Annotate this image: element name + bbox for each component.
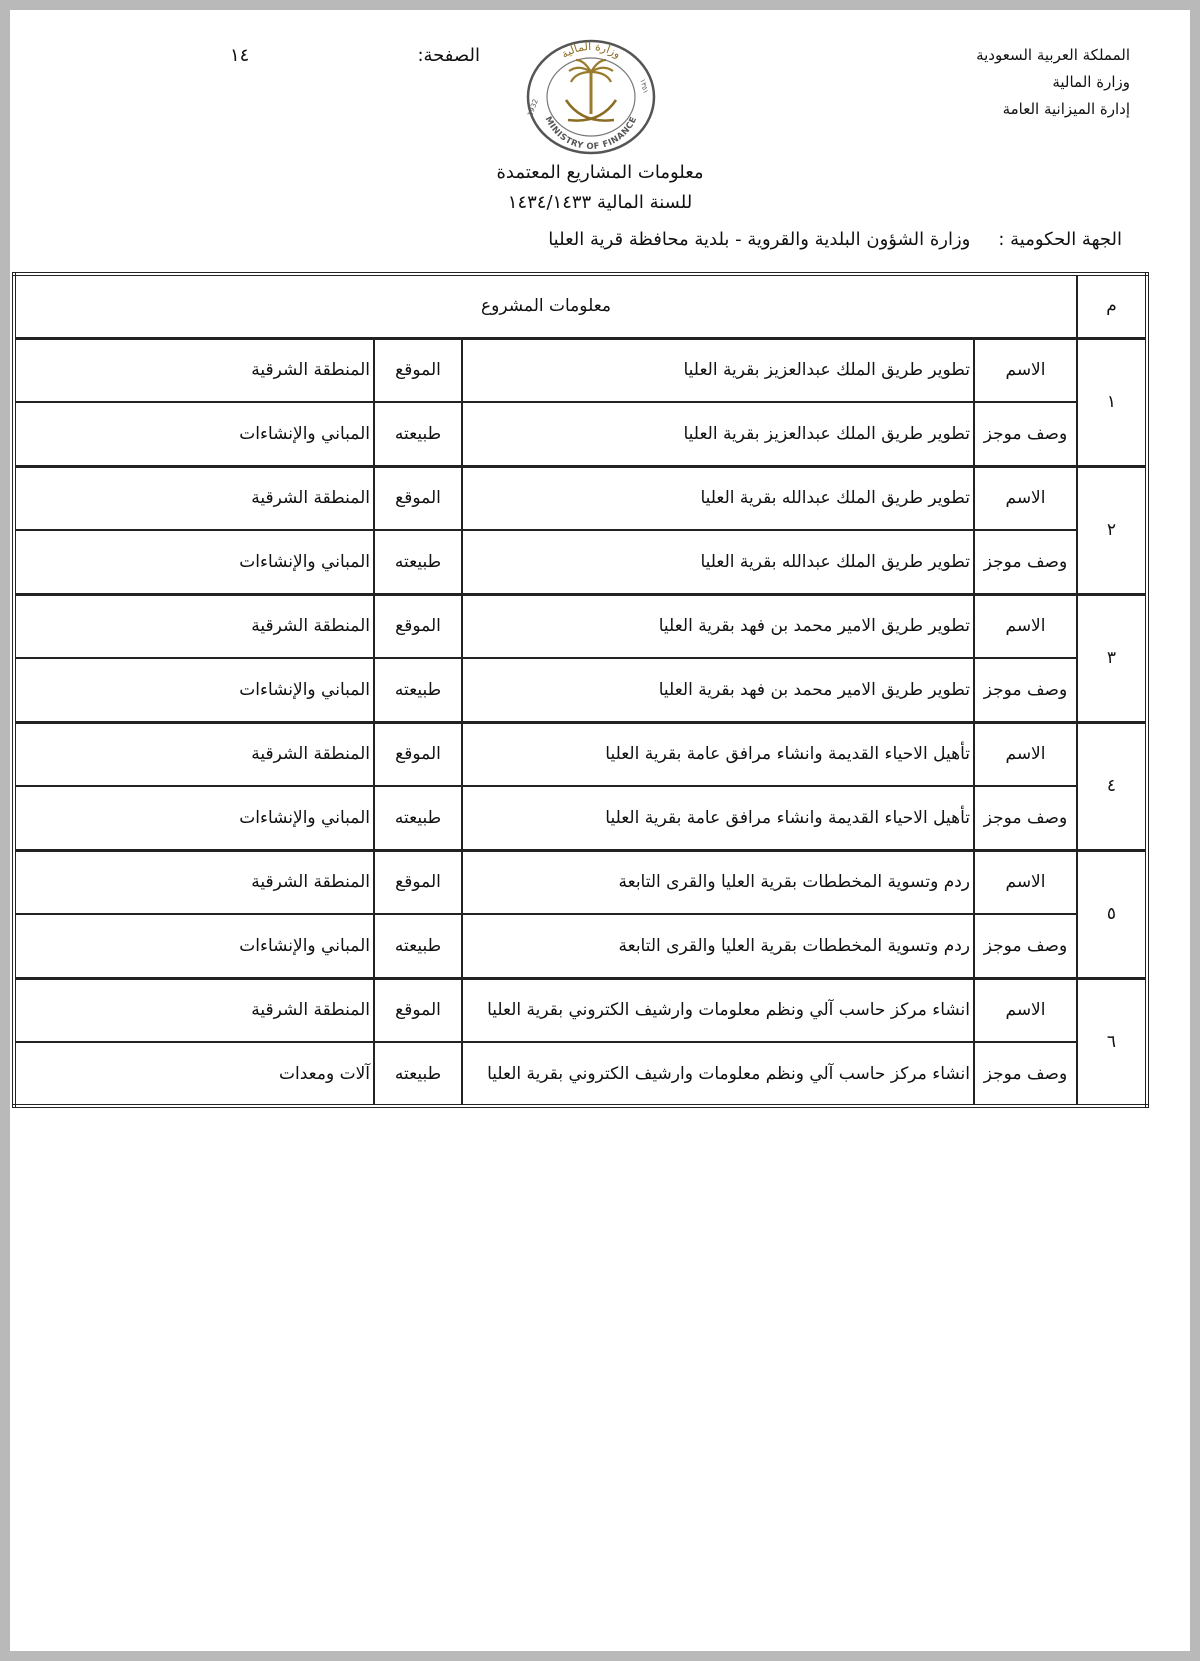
description-label: وصف موجز [974,786,1077,850]
name-label: الاسم [974,338,1077,402]
project-description: تطوير طريق الملك عبدالله بقرية العليا [462,530,974,594]
document-titles [400,158,800,218]
project-location: المنطقة الشرقية [14,850,374,914]
nature-label: طبيعته [374,1042,462,1106]
seal-year-left: 1932 [526,97,540,118]
government-agency [548,229,1122,250]
issuer-department: إدارة الميزانية العامة [1002,100,1130,118]
project-nature: المباني والإنشاءات [14,914,374,978]
nature-label: طبيعته [374,658,462,722]
col-header-number: م [1077,274,1147,338]
table-row [14,530,1147,594]
table-row [14,594,1147,658]
table-header-row [14,274,1147,338]
project-location: المنطقة الشرقية [14,594,374,658]
project-description: ردم وتسوية المخططات بقرية العليا والقرى التابعة [462,914,974,978]
project-location: المنطقة الشرقية [14,466,374,530]
page-number-block [230,45,480,66]
project-location: المنطقة الشرقية [14,338,374,402]
description-label: وصف موجز [974,1042,1077,1106]
project-location: المنطقة الشرقية [14,978,374,1042]
document-title: معلومات المشاريع المعتمدة [496,162,704,183]
location-label: الموقع [374,850,462,914]
project-name: انشاء مركز حاسب آلي ونظم معلومات وارشيف الكتروني بقرية العليا [462,978,974,1042]
project-description: انشاء مركز حاسب آلي ونظم معلومات وارشيف الكتروني بقرية العليا [462,1042,974,1106]
project-nature: المباني والإنشاءات [14,402,374,466]
name-label: الاسم [974,466,1077,530]
table-row [14,1042,1147,1106]
project-number: ١ [1077,338,1147,466]
project-description: تطوير طريق الملك عبدالعزيز بقرية العليا [462,402,974,466]
project-number: ٣ [1077,594,1147,722]
seal-english-text: MINISTRY OF FINANCE [542,115,640,153]
project-nature: آلات ومعدات [14,1042,374,1106]
issuer-block [910,42,1130,123]
project-name: تطوير طريق الملك عبدالعزيز بقرية العليا [462,338,974,402]
fiscal-year: للسنة المالية ١٤٣٤/١٤٣٣ [507,192,693,213]
description-label: وصف موجز [974,658,1077,722]
agency-label: الجهة الحكومية : [998,229,1122,250]
table-row [14,978,1147,1042]
nature-label: طبيعته [374,530,462,594]
project-number: ٦ [1077,978,1147,1106]
svg-text:MINISTRY OF FINANCE [543,115,640,152]
project-nature: المباني والإنشاءات [14,530,374,594]
seal-year-right: ١٣٥١ [638,77,650,95]
location-label: الموقع [374,978,462,1042]
description-label: وصف موجز [974,914,1077,978]
description-label: وصف موجز [974,530,1077,594]
seal-arabic-text: وزارة المالية [558,39,624,61]
project-name: ردم وتسوية المخططات بقرية العليا والقرى التابعة [462,850,974,914]
issuer-ministry: وزارة المالية [1052,73,1130,91]
project-number: ٢ [1077,466,1147,594]
nature-label: طبيعته [374,786,462,850]
name-label: الاسم [974,594,1077,658]
agency-name: وزارة الشؤون البلدية والقروية - بلدية محافظة قرية العليا [548,229,971,250]
location-label: الموقع [374,722,462,786]
table-row [14,850,1147,914]
location-label: الموقع [374,466,462,530]
table-row [14,338,1147,402]
projects-table [12,272,1149,1108]
project-location: المنطقة الشرقية [14,722,374,786]
table-row [14,658,1147,722]
project-nature: المباني والإنشاءات [14,786,374,850]
project-number: ٥ [1077,850,1147,978]
location-label: الموقع [374,338,462,402]
col-header-project-info: معلومات المشروع [14,274,1077,338]
ministry-of-finance-seal [524,38,658,156]
name-label: الاسم [974,722,1077,786]
name-label: الاسم [974,850,1077,914]
nature-label: طبيعته [374,402,462,466]
table-row [14,914,1147,978]
location-label: الموقع [374,594,462,658]
table-row [14,786,1147,850]
project-name: تطوير طريق الملك عبدالله بقرية العليا [462,466,974,530]
project-description: تطوير طريق الامير محمد بن فهد بقرية العليا [462,658,974,722]
project-description: تأهيل الاحياء القديمة وانشاء مرافق عامة بقرية العليا [462,786,974,850]
project-name: تطوير طريق الامير محمد بن فهد بقرية العليا [462,594,974,658]
nature-label: طبيعته [374,914,462,978]
table-row [14,722,1147,786]
name-label: الاسم [974,978,1077,1042]
project-nature: المباني والإنشاءات [14,658,374,722]
page-label: الصفحة: [417,45,480,66]
table-row [14,402,1147,466]
table-row [14,466,1147,530]
description-label: وصف موجز [974,402,1077,466]
page-number: ١٤ [230,45,250,66]
project-number: ٤ [1077,722,1147,850]
project-name: تأهيل الاحياء القديمة وانشاء مرافق عامة بقرية العليا [462,722,974,786]
issuer-country: المملكة العربية السعودية [976,46,1130,64]
